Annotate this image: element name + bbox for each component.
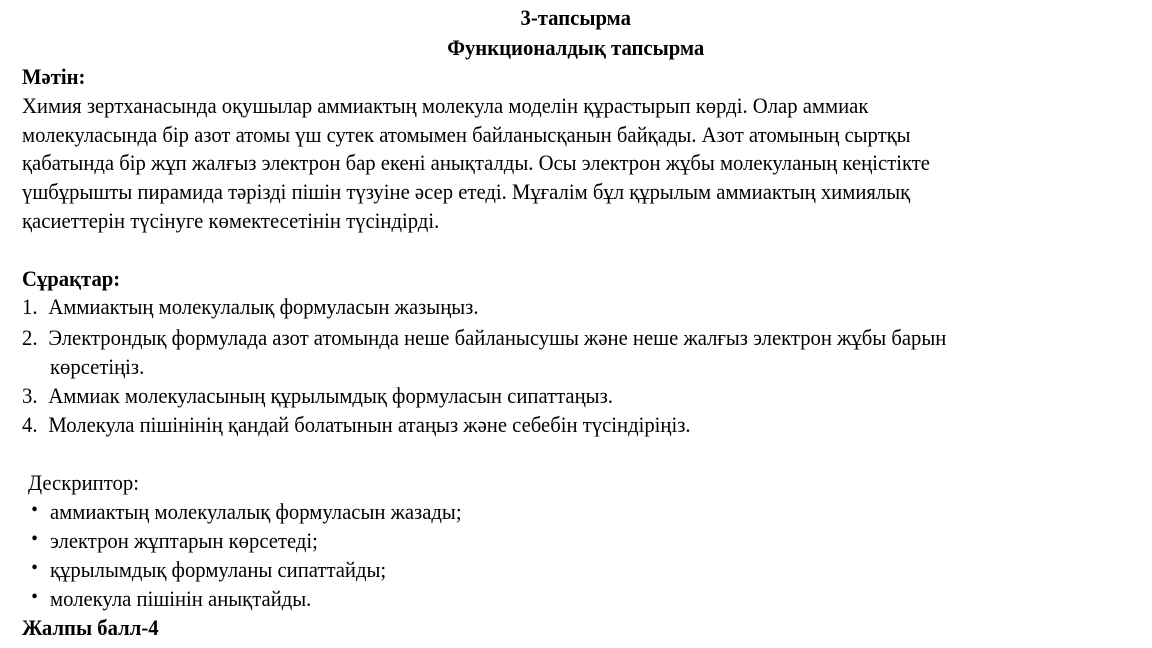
descriptor-text: электрон жұптарын көрсетеді; [50,528,318,553]
descriptor-text: құрылымдық формуланы сипаттайды; [50,557,387,582]
question-number: 1. [22,294,38,319]
bullet-icon: • [31,499,38,521]
question-text-continued: көрсетіңіз. [50,354,145,379]
question-number: 3. [22,383,38,408]
question-item [22,410,691,439]
text-line: қасиеттерін түсінуге көмектесетінін түсіндірді. [22,208,440,233]
descriptor-text: молекула пішінін анықтайды. [50,586,312,611]
descriptor-item [31,555,387,584]
question-text: Аммиактың молекулалық формуласын жазыңыз. [48,294,479,319]
question-item [22,323,947,352]
descriptor-text: аммиактың молекулалық формуласын жазады; [50,499,462,524]
descriptor-item [31,526,318,555]
question-text: Молекула пішінінің қандай болатынын атаңыз және себебін түсіндіріңіз. [48,412,691,437]
text-line: қабатында бір жұп жалғыз электрон бар екені анықталды. Осы электрон жұбы молекуланың кеңістікте [22,150,930,175]
bullet-icon: • [31,557,38,579]
text-heading: Мәтін: [22,64,86,89]
bullet-icon: • [31,586,38,608]
bullet-icon: • [31,528,38,550]
descriptor-item [31,584,312,613]
question-number: 2. [22,325,38,350]
task-title: 3-тапсырма [520,5,632,30]
questions-heading: Сұрақтар: [22,266,121,291]
text-line: үшбұрышты пирамида тәрізді пішін түзуіне әсер етеді. Мұғалім бұл құрылым аммиактың химиялық [22,179,911,204]
text-line: Химия зертханасында оқушылар аммиактың молекула моделін құрастырып көрді. Олар аммиак [22,93,869,118]
question-text: Аммиак молекуласының құрылымдық формуласын сипаттаңыз. [48,383,613,408]
question-number: 4. [22,412,38,437]
descriptor-item [31,497,462,526]
task-subtitle: Функционалдық тапсырма [447,35,705,60]
question-text: Электрондық формулада азот атомында неше байланысушы және неше жалғыз электрон жұбы барын [48,325,947,350]
total-score: Жалпы балл-4 [22,615,159,640]
question-item [22,292,479,321]
text-line: молекуласында бір азот атомы үш сутек атомымен байланысқанын байқады. Азот атомының сыртқы [22,122,911,147]
question-item [22,381,613,410]
descriptor-heading: Дескриптор: [28,470,139,495]
